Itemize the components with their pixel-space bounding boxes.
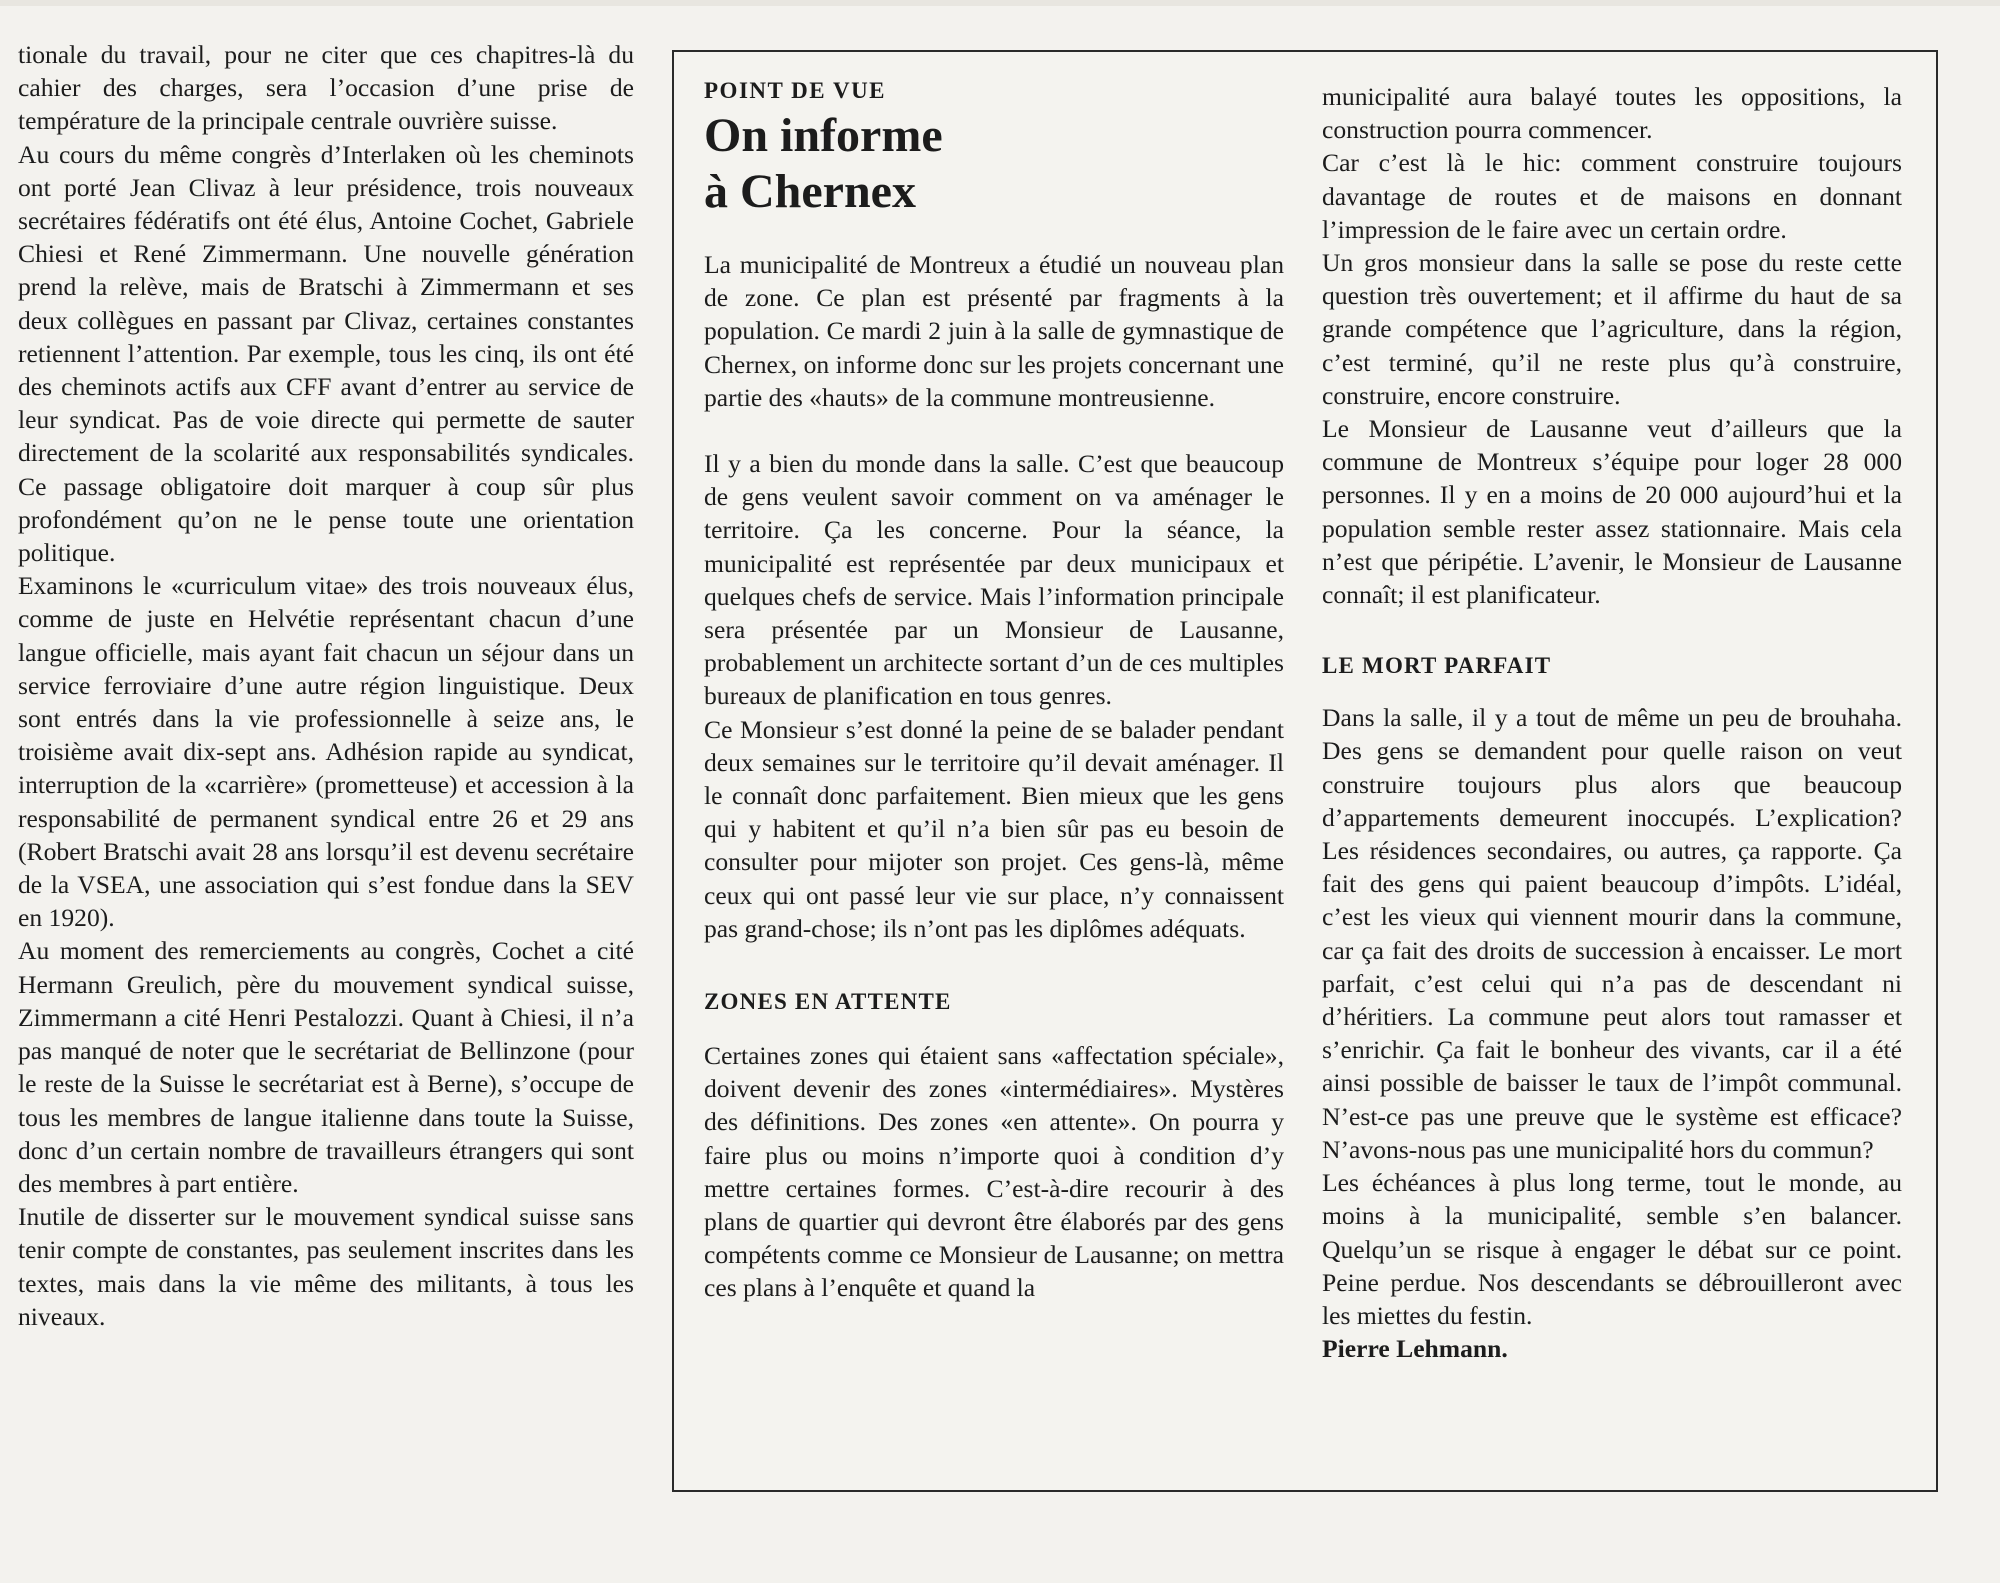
left-column <box>18 38 634 1333</box>
subhead-le-mort-parfait: LE MORT PARFAIT <box>1322 653 1552 679</box>
headline-line-1: On informe <box>704 109 943 162</box>
left-paragraph-5: Inutile de disserter sur le mouvement syndical suisse sans tenir compte de constantes, pas seulement inscrites dans les textes, mais dans la vie même des militants, à tous les niveaux. <box>18 1202 634 1331</box>
article-middle-column <box>704 52 1284 1305</box>
middle-paragraph-2: Il y a bien du monde dans la salle. C’est que beaucoup de gens veulent savoir comment on va aménager le territoire. Ça les concerne. Pour la séance, la municipalité est représentée par deux municipaux et quelques chefs de service. Mais l’information principale sera présentée par un Monsieur de Lausanne, probablement un architecte sortant d’un de ces multiples bureaux de planification en tous genres. <box>704 449 1284 711</box>
article-headline <box>704 108 1284 220</box>
right-paragraph-2: Car c’est là le hic: comment construire toujours davantage de routes et de maisons en donnant l’impression de le faire avec un certain ordre. <box>1322 148 1902 244</box>
article-kicker: POINT DE VUE <box>704 78 887 103</box>
right-paragraph-4: Le Monsieur de Lausanne veut d’ailleurs que la commune de Montreux s’équipe pour loger 28 000 personnes. Il y en a moins de 20 000 aujourd’hui et la population semble rester assez stationnaire. Mais cela n’est que péripétie. L’avenir, le Monsieur de Lausanne connaît; il est planificateur. <box>1322 414 1902 610</box>
point-de-vue-box <box>672 50 1938 1492</box>
subhead-zones-en-attente: ZONES EN ATTENTE <box>704 989 952 1015</box>
right-paragraph-6: Les échéances à plus long terme, tout le monde, au moins à la municipalité, semble s’en balancer. Quelqu’un se risque à engager le débat sur ce point. Peine perdue. Nos descendants se débrouilleront avec les miettes du festin. <box>1322 1168 1902 1330</box>
left-paragraph-2: Au cours du même congrès d’Interlaken où les cheminots ont porté Jean Clivaz à leur présidence, trois nouveaux secrétaires fédératifs ont été élus, Antoine Cochet, Gabriele Chiesi et René Zimmermann. Une nouvelle génération prend la relève, mais de Bratschi à Zimmermann et ses deux collègues en passant par Clivaz, certaines constantes retiennent l’attention. Par exemple, tous les cinq, ils ont été des cheminots actifs aux CFF avant d’entrer au service de leur syndicat. Pas de voie directe qui permette de sauter directement de la scolarité aux responsabilités syndicales. Ce passage obligatoire doit marquer à coup sûr plus profondément qu’on ne le pense toute une orientation politique. <box>18 139 634 568</box>
page-top-edge <box>0 0 2000 6</box>
right-paragraph-1: municipalité aura balayé toutes les oppositions, la construction pourra commencer. <box>1322 82 1902 145</box>
left-paragraph-1: tionale du travail, pour ne citer que ces chapitres-là du cahier des charges, sera l’occasion d’une prise de température de la principale centrale ouvrière suisse. <box>18 40 634 136</box>
author-signature: Pierre Lehmann. <box>1322 1334 1508 1364</box>
left-paragraph-4: Au moment des remerciements au congrès, Cochet a cité Hermann Greulich, père du mouvement syndical suisse, Zimmermann a cité Henri Pestalozzi. Quant à Chiesi, il n’a pas manqué de noter que le secrétariat de Bellinzone (pour le reste de la Suisse le secrétariat est à Berne), s’occupe de tous les membres de langue italienne dans toute la Suisse, donc d’un certain nombre de travailleurs étrangers qui sont des membres à part entière. <box>18 936 634 1198</box>
headline-line-2: à Chernex <box>704 165 916 218</box>
left-paragraph-3: Examinons le «curriculum vitae» des trois nouveaux élus, comme de juste en Helvétie représentant chacun d’une langue officielle, mais ayant fait chacun un séjour dans un service ferroviaire d’une autre région linguistique. Deux sont entrés dans la vie professionnelle à seize ans, le troisième avait dix-sept ans. Adhésion rapide au syndicat, interruption de la «carrière» (prometteuse) et accession à la responsabilité de permanent syndical entre 26 et 29 ans (Robert Bratschi avait 28 ans lorsqu’il est devenu secrétaire de la VSEA, une association qui s’est fondue dans la SEV en 1920). <box>18 571 634 933</box>
right-paragraph-3: Un gros monsieur dans la salle se pose du reste cette question très ouvertement; et il affirme du haut de sa grande compétence que l’agriculture, dans la région, c’est terminé, qu’il ne reste plus qu’à construire, construire, encore construire. <box>1322 248 1902 410</box>
article-right-column <box>1322 52 1902 1365</box>
middle-paragraph-3: Ce Monsieur s’est donné la peine de se balader pendant deux semaines sur le territoire qu’il devait aménager. Il le connaît donc parfaitement. Bien mieux que les gens qui y habitent et qu’il n’a bien sûr pas eu besoin de consulter pour mijoter son projet. Ces gens-là, même ceux qui ont passé leur vie sur place, n’y connaissent pas grand-chose; ils n’ont pas les diplômes adéquats. <box>704 714 1284 943</box>
middle-paragraph-1: La municipalité de Montreux a étudié un nouveau plan de zone. Ce plan est présenté par fragments à la population. Ce mardi 2 juin à la salle de gymnastique de Chernex, on informe donc sur les projets concernant une partie des «hauts» de la commune montreusienne. <box>704 250 1284 412</box>
middle-paragraph-4: Certaines zones qui étaient sans «affectation spéciale», doivent devenir des zones «intermédiaires». Mystères des définitions. Des zones «en attente». On pourra y faire plus ou moins n’importe quoi à condition d’y mettre certaines formes. C’est-à-dire recourir à des plans de quartier qui devront être élaborés par des gens compétents comme ce Monsieur de Lausanne; on mettra ces plans à l’enquête et quand la <box>704 1041 1284 1303</box>
right-paragraph-5: Dans la salle, il y a tout de même un peu de brouhaha. Des gens se demandent pour quelle raison on veut construire toujours plus alors que beaucoup d’appartements demeurent inoccupés. L’explication? Les résidences secondaires, ou autres, ça rapporte. Ça fait des gens qui paient beaucoup d’impôts. L’idéal, c’est les vieux qui viennent mourir dans la commune, car ça fait des droits de succession à encaisser. Le mort parfait, c’est celui qui n’a pas de descendant ni d’héritiers. La commune peut alors tout ramasser et s’enrichir. Ça fait le bonheur des vivants, car il a été ainsi possible de baisser le taux de l’impôt communal. N’est-ce pas une preuve que le système est efficace? N’avons-nous pas une municipalité hors du commun? <box>1322 703 1902 1164</box>
